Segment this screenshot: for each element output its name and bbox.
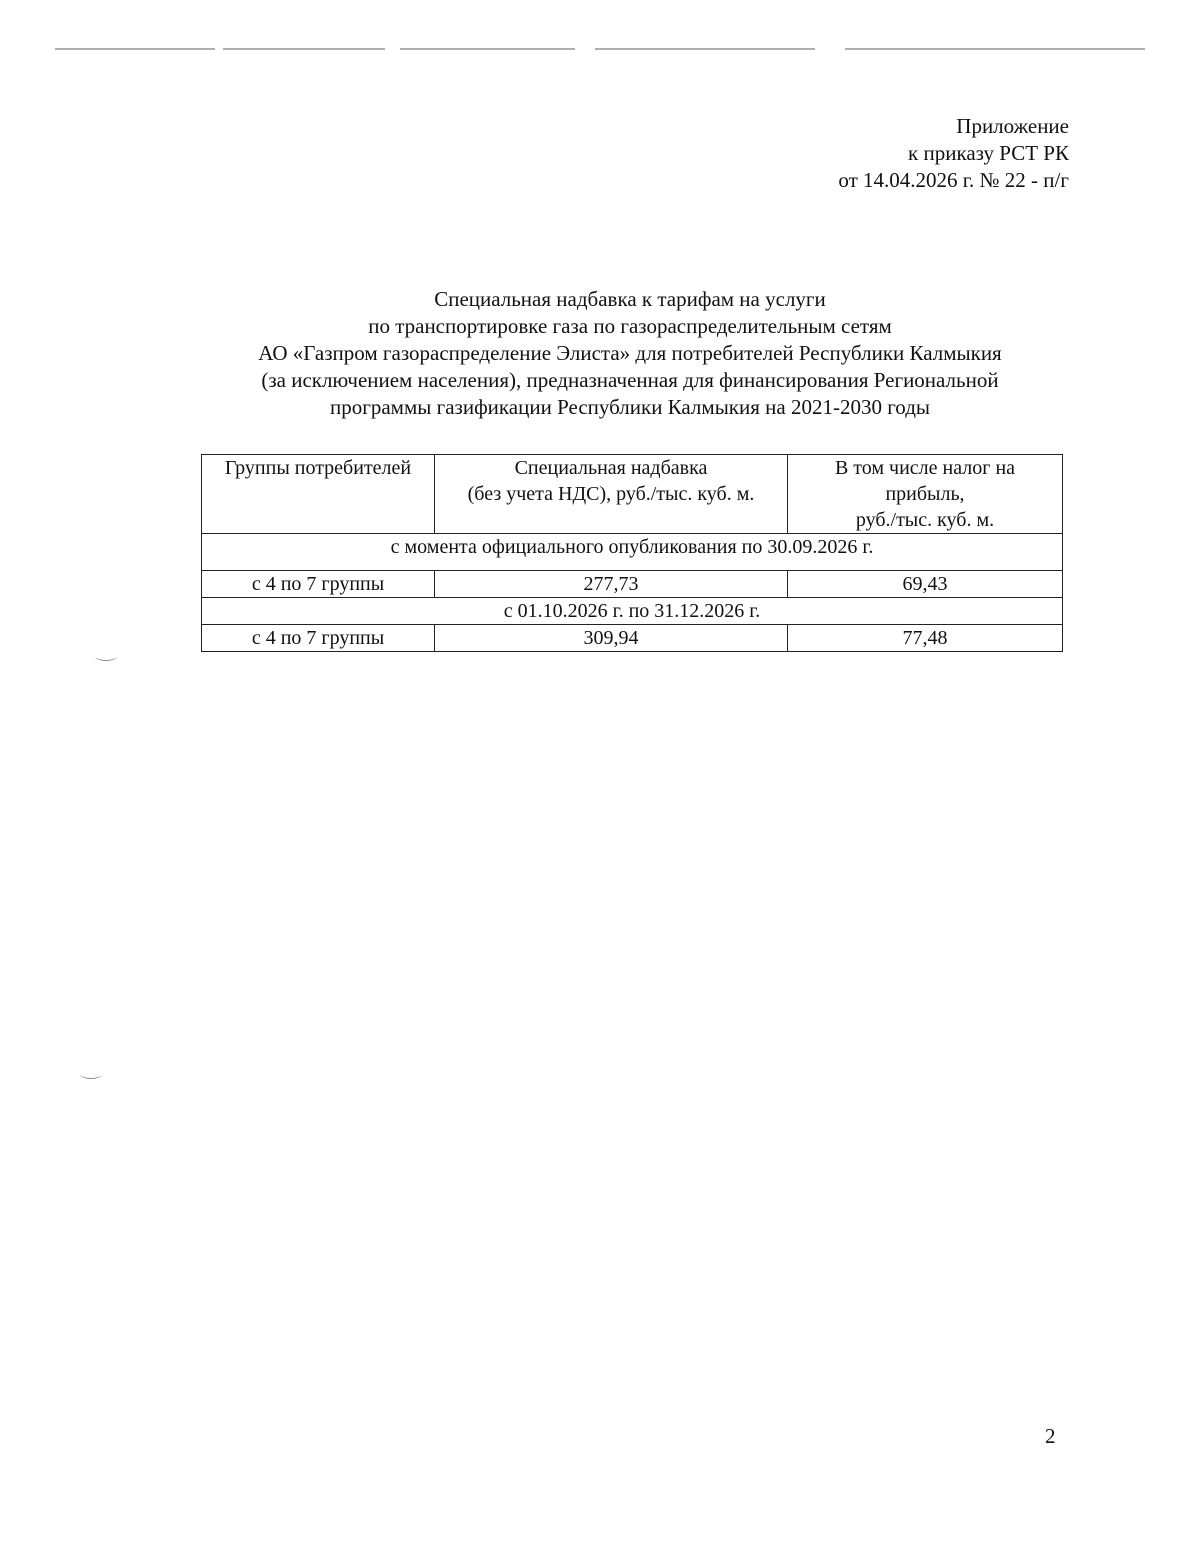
table-row — [202, 571, 1063, 598]
period-label: с 01.10.2026 г. по 31.12.2026 г. — [202, 598, 1063, 625]
scan-mark — [95, 652, 117, 661]
annex-order-ref: к приказу РСТ РК — [908, 141, 1069, 165]
annex-label: Приложение — [956, 114, 1069, 138]
surcharge-cell: 277,73 — [435, 571, 788, 598]
page-number: 2 — [1045, 1424, 1056, 1448]
annex-order-date: от 14.04.2026 г. № 22 - п/г — [838, 168, 1069, 192]
consumer-group-cell: с 4 по 7 группы — [202, 625, 435, 652]
header-surcharge: Специальная надбавка (без учета НДС), руб./тыс. куб. м. — [435, 455, 788, 534]
scan-mark — [80, 1070, 102, 1079]
document-title — [180, 286, 1080, 421]
header-profit-tax: В том числе налог на прибыль, руб./тыс. куб. м. — [788, 455, 1063, 534]
header-consumer-groups: Группы потребителей — [202, 455, 435, 534]
title-line: Специальная надбавка к тарифам на услуги — [434, 287, 826, 311]
scan-edge-line — [55, 48, 1145, 50]
surcharge-cell: 309,94 — [435, 625, 788, 652]
table-row — [202, 625, 1063, 652]
table-header-row — [202, 455, 1063, 534]
period-row — [202, 534, 1063, 571]
annex-reference — [838, 113, 1069, 194]
title-line: по транспортировке газа по газораспределительным сетям — [368, 314, 892, 338]
profit-tax-cell: 69,43 — [788, 571, 1063, 598]
consumer-group-cell: с 4 по 7 группы — [202, 571, 435, 598]
title-line: программы газификации Республики Калмыкия на 2021-2030 годы — [330, 395, 930, 419]
tariff-table — [201, 454, 1063, 652]
title-line: (за исключением населения), предназначенная для финансирования Региональной — [261, 368, 999, 392]
period-row — [202, 598, 1063, 625]
profit-tax-cell: 77,48 — [788, 625, 1063, 652]
period-label: с момента официального опубликования по 30.09.2026 г. — [202, 534, 1063, 571]
title-line: АО «Газпром газораспределение Элиста» для потребителей Республики Калмыкия — [258, 341, 1002, 365]
